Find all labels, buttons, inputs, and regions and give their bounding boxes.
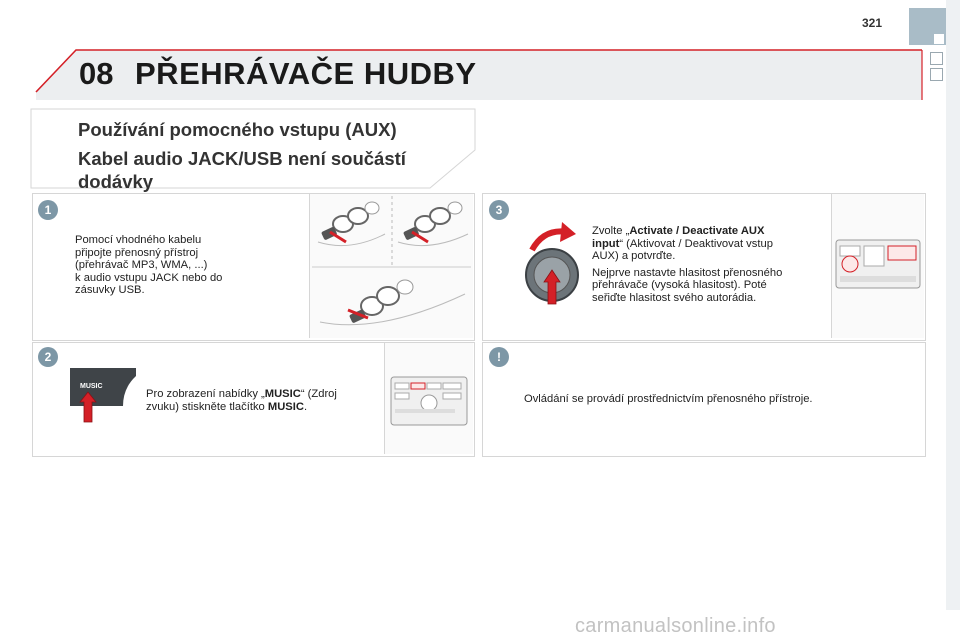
music-button-graphic [68,366,138,426]
warning-icon: ! [489,347,509,367]
step-2-illustration [384,343,473,454]
text-bold: input [592,237,620,250]
rotary-knob-graphic [516,220,586,310]
step-1-illustration [309,194,473,338]
chapter-number: 08 [79,56,114,91]
step-3-illustration [831,194,924,338]
step-text-2 [146,388,386,413]
music-button-label: MUSIC [80,383,103,390]
text-line: přehrávače (vysoká hlasitost). Poté [592,279,767,292]
text-bold: MUSIC [267,400,304,413]
tab-marker-box [930,68,943,81]
page-edge-strip [946,0,960,610]
text-span: . [303,400,308,413]
tab-marker-box [930,52,943,65]
step-number-3: 3 [489,200,509,220]
text-bold: Activate / Deactivate AUX [629,225,765,237]
text-span: “ (Zdroj [300,388,337,400]
page-number: 321 [862,16,883,30]
text-line: připojte přenosný přístroj [75,246,199,259]
text-line: Nejprve nastavte hlasitost přenosného [592,266,783,279]
watermark: carmanualsonline.info [575,615,776,637]
text-line: AUX) a potvrďte. [592,250,676,263]
text-span: zvuku) stiskněte tlačítko [146,400,268,413]
page-title: PŘEHRÁVAČE HUDBY [135,56,477,91]
text-line: seřiďte hlasitost svého autorádia. [592,291,757,304]
step-text-3 [592,225,832,305]
note-text: Ovládání se provádí prostřednictvím přenosného přístroje. [524,393,813,405]
text-line: (přehrávač MP3, WMA, ...) [75,259,208,272]
heading-line: Používání pomocného vstupu (AUX) [78,119,397,140]
step-number-1: 1 [38,200,58,220]
text-line: k audio vstupu JACK nebo do [75,271,223,284]
text-line: zásuvky USB. [75,284,145,297]
heading-line: dodávky [78,171,154,192]
text-line: Pomocí vhodného kabelu [75,234,202,246]
step-number-2: 2 [38,347,58,367]
step-text-1 [75,234,295,297]
text-span: Zvolte „ [592,225,630,237]
text-bold: MUSIC [264,388,301,400]
text-span: “ (Aktivovat / Deaktivovat vstup [619,237,773,250]
section-heading [78,118,458,193]
text-span: Pro zobrazení nabídky „ [146,388,265,400]
heading-line: Kabel audio JACK/USB není součástí [78,148,406,169]
